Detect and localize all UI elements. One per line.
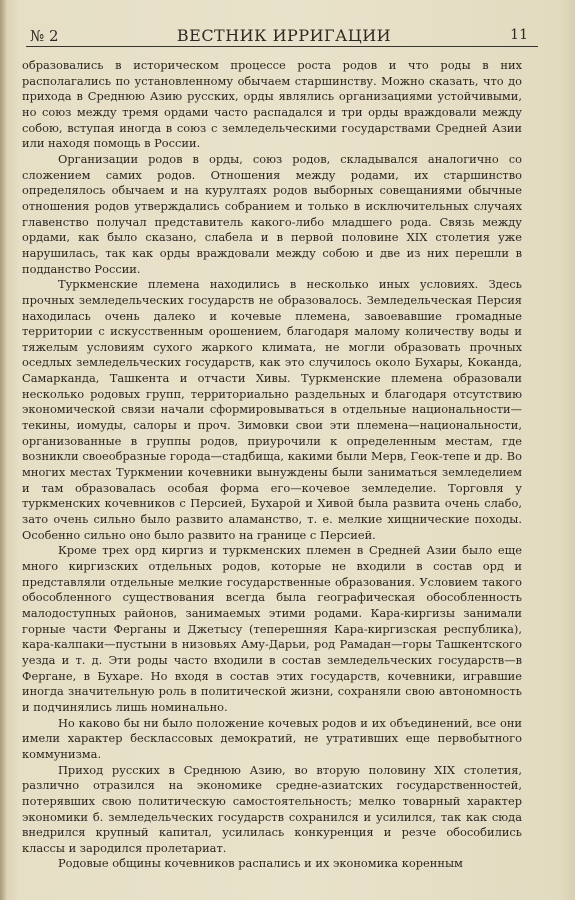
paragraph-2: Организации родов в орды, союз родов, складывался аналогично со сложением самих родов. Отношения между родами, их старшинство определялось обычаем и на курултаях родов выборных совещаниями обычные отношения родов утверждались собранием и только в исключительных случаях главенство получал представитель какого-либо младшего рода. Связь между ордами, как было сказано, слабела и в первой половине XIX столетия уже нарушилась, так как орды враждовали между собою и две из них перешли в подданство России. bbox=[22, 151, 522, 276]
paragraph-1: образовались в историческом процессе роста родов и что роды в них располагались по установленному обычаем старшинству. Можно сказать, что до прихода в Среднюю Азию русских, орды являлись организациями устойчивыми, но союз между тремя ордами часто распадался и три орды враждовали между собою, вступая иногда в союз с земледельческими государствами Средней Азии или находя помощь в России. bbox=[22, 58, 522, 151]
issue-number: № 2 bbox=[30, 27, 59, 45]
paragraph-5: Но каково бы ни было положение кочевых родов и их объединений, все они имели характер бесклассовых демократий, не утративших еще первобытного коммунизма. bbox=[22, 715, 522, 761]
page-number: 11 bbox=[510, 27, 528, 43]
page-header bbox=[24, 24, 544, 46]
article-body bbox=[22, 58, 522, 872]
journal-title: ВЕСТНИК ИРРИГАЦИИ bbox=[176, 26, 392, 45]
page-binding-edge bbox=[0, 0, 6, 900]
header-rule bbox=[26, 46, 538, 47]
paragraph-7: Родовые общины кочевников распались и их экономика коренным bbox=[58, 856, 463, 871]
paragraph-4: Кроме трех орд киргиз и туркменских племен в Средней Азии было еще много киргизских отдельных родов, которые не входили в состав орд и представляли отдельные мелкие государственные образования. Условием такого обособленного существования всегда была географическая обособленность малодоступных районов, занимаемых этими родами. Кара-киргизы занимали горные части Ферганы и Джетысу (теперешняя Кара-киргизская республика), кара-калпаки—пустыни в низовьях Аму-Дарьи, род Рамадан—горы Ташкентского уезда и т. д. Эти роды часто входили в состав земледельческих государств—в Фергане, в Бухаре. Но входя в состав этих государств, кочевники, игравшие иногда значительную роль в политической жизни, сохраняли свою автономность и подчинялись лишь номинально. bbox=[22, 543, 522, 714]
paragraph-3: Туркменские племена находились в несколько иных условиях. Здесь прочных земледельческих государств не образовалось. Земледельческая Персия находилась очень далеко и кочевые племена, завоевавшие громадные территории с искусственным орошением, благодаря малому количеству воды и тяжелым условиям сухого жаркого климата, не могли образовать прочных оседлых земледельческих государств, как это случилось около Бухары, Коканда, Самарканда, Ташкента и отчасти Хивы. Туркменские племена образовали несколько родовых групп, территориально раздельных и благодаря отсутствию экономической связи начали сформировываться в отдельные национальности—текины, иомуды, салоры и проч. Зимовки свои эти племена—национальности, организованные в группы родов, приурочили к определенным местам, где возникли своеобразные города—стадбища, какими были Мерв, Геок-тепе и др. Во многих местах Туркмении кочевники вынуждены были заниматься земледелием и там образовалась особая форма его—кочевое земледелие. Торговля у туркменских кочевников с Персией, Бухарой и Хивой была развита очень слабо, зато очень сильно было развито аламанство, т. е. мелкие хищнические походы. Особенно сильно оно было развито на границе с Персией. bbox=[22, 277, 522, 542]
paragraph-6: Приход русских в Среднюю Азию, во вторую половину XIX столетия, различно отразился на экономике средне-азиатских государственностей, потерявших свою политическую самостоятельность; мелко товарный характер экономики б. земледельческих государств сохранился и усилился, так как сюда внедрился крупный капитал, усилилась конкуренция и резче обособились классы и зародился пролетариат. bbox=[22, 762, 522, 855]
